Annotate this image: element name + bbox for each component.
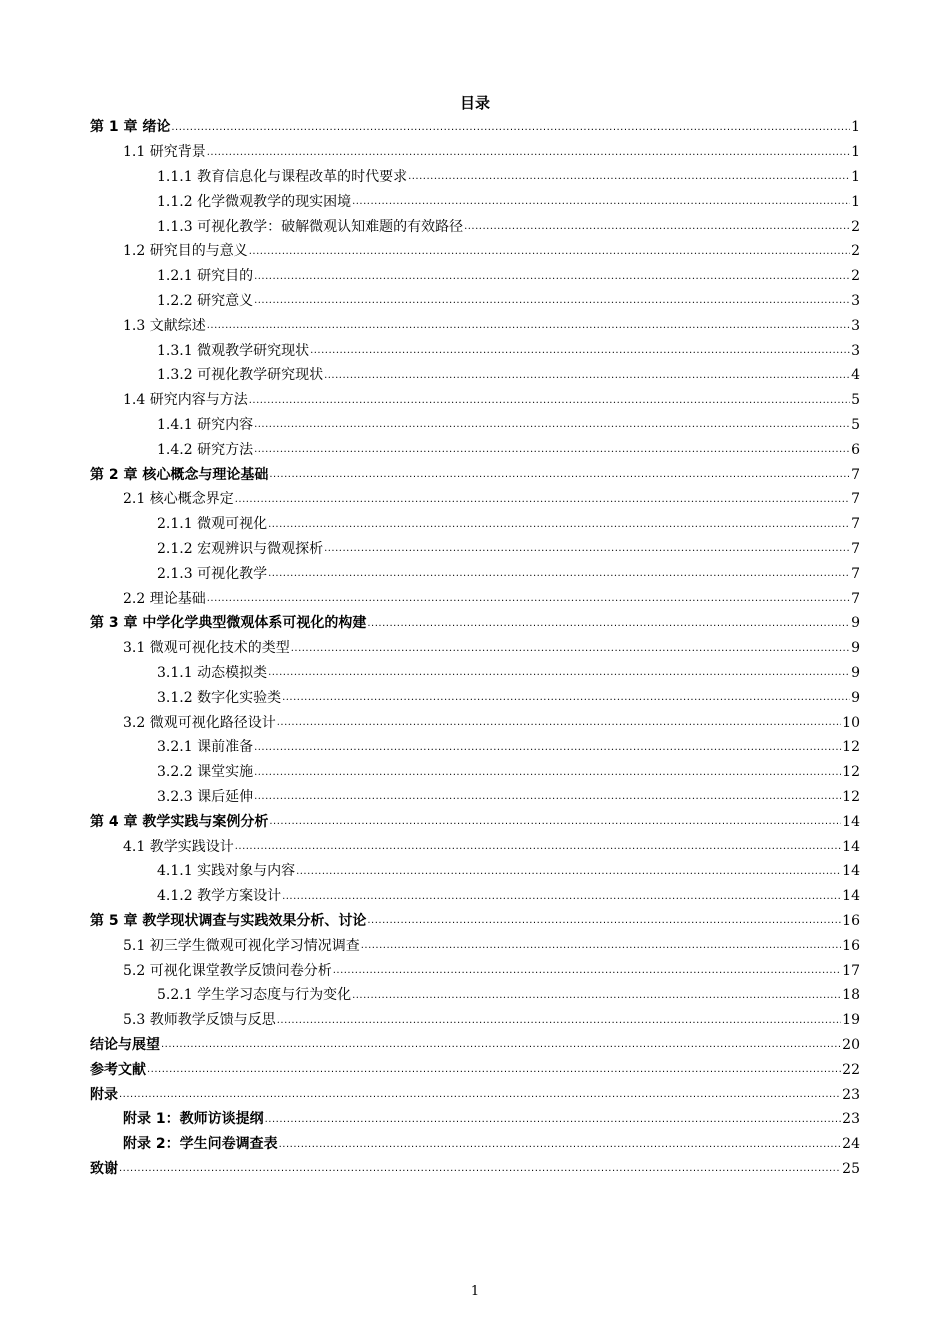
toc-entry[interactable]: [123, 958, 860, 983]
dot-leader: [161, 1040, 841, 1057]
toc-entry[interactable]: [157, 413, 860, 438]
toc-entry[interactable]: [90, 611, 860, 636]
toc-entry-title: 5.2.1 学生学习态度与行为变化: [157, 987, 352, 1004]
toc-entry[interactable]: [157, 289, 860, 314]
dot-leader: [265, 1115, 842, 1132]
toc-entry-title: 3.1 微观可视化技术的类型: [123, 640, 290, 657]
toc-entry[interactable]: [90, 1157, 860, 1182]
toc-entry-page: 16: [842, 912, 860, 929]
dot-leader: [268, 569, 850, 586]
toc-entry-title: 第 4 章 教学实践与案例分析: [90, 813, 269, 830]
toc-entry-page: 20: [842, 1036, 860, 1053]
toc-entry-page: 14: [842, 838, 860, 855]
toc-entry-title: 1.1.3 可视化教学：破解微观认知难题的有效路径: [157, 218, 464, 235]
toc-entry-title: 3.2.2 课堂实施: [157, 764, 254, 781]
dot-leader: [324, 544, 850, 561]
toc-entry-page: 19: [842, 1012, 860, 1029]
toc-entry-page: 3: [851, 342, 860, 359]
toc-entry-title: 1.3.1 微观教学研究现状: [157, 342, 310, 359]
toc-entry[interactable]: [90, 1057, 860, 1082]
toc-entry-title: 1.3 文献综述: [123, 317, 206, 334]
dot-leader: [367, 916, 841, 933]
toc-entry-title: 3.1.1 动态模拟类: [157, 664, 268, 681]
toc-entry-page: 2: [851, 268, 860, 285]
toc-entry-page: 14: [842, 863, 860, 880]
toc-entry-title: 1.4 研究内容与方法: [123, 392, 248, 409]
toc-entry-page: 25: [842, 1160, 860, 1177]
toc-entry-title: 5.1 初三学生微观可视化学习情况调查: [123, 937, 360, 954]
toc-entry-title: 2.1 核心概念界定: [123, 491, 234, 508]
toc-entry[interactable]: [123, 1008, 860, 1033]
dot-leader: [235, 842, 841, 859]
toc-entry[interactable]: [123, 710, 860, 735]
toc-entry-title: 3.2.3 课后延伸: [157, 788, 254, 805]
toc-entry-page: 4: [851, 367, 860, 384]
toc-entry-title: 第 2 章 核心概念与理论基础: [90, 466, 269, 483]
dot-leader: [367, 619, 850, 636]
dot-leader: [352, 991, 841, 1008]
dot-leader: [254, 296, 850, 313]
toc-entry-page: 5: [851, 392, 860, 409]
toc-entry[interactable]: [157, 537, 860, 562]
toc-entry-title: 附录 2：学生问卷调查表: [123, 1136, 278, 1153]
toc-entry[interactable]: [123, 388, 860, 413]
toc-entry-page: 12: [842, 788, 860, 805]
toc-entry[interactable]: [90, 1082, 860, 1107]
dot-leader: [310, 346, 850, 363]
dot-leader: [361, 941, 841, 958]
toc-entry-page: 18: [842, 987, 860, 1004]
toc-entry-title: 4.1 教学实践设计: [123, 838, 234, 855]
toc-entry[interactable]: [90, 115, 860, 140]
toc-entry-title: 结论与展望: [90, 1036, 160, 1053]
toc-entry-title: 附录 1：教师访谈提纲: [123, 1111, 264, 1128]
toc-entry-title: 4.1.1 实践对象与内容: [157, 863, 296, 880]
dot-leader: [268, 520, 850, 537]
toc-entry-title: 第 5 章 教学现状调查与实践效果分析、讨论: [90, 912, 367, 929]
toc-entry-title: 2.1.3 可视化教学: [157, 565, 268, 582]
dot-leader: [207, 148, 850, 165]
dot-leader: [296, 867, 841, 884]
toc-entry-title: 1.4.1 研究内容: [157, 416, 254, 433]
dot-leader: [277, 718, 841, 735]
toc-entry-page: 7: [851, 516, 860, 533]
toc-entry-title: 1.4.2 研究方法: [157, 441, 254, 458]
dot-leader: [279, 1140, 842, 1157]
toc-entry-page: 14: [842, 813, 860, 830]
toc-entry-page: 1: [851, 119, 860, 136]
toc-entry[interactable]: [123, 933, 860, 958]
dot-leader: [249, 396, 850, 413]
toc-entry-page: 17: [842, 962, 860, 979]
toc-entry[interactable]: [157, 363, 860, 388]
dot-leader: [235, 495, 850, 512]
toc-entry-title: 1.2 研究目的与意义: [123, 243, 248, 260]
toc-entry-title: 1.1.2 化学微观教学的现实困境: [157, 193, 352, 210]
toc-entry-page: 22: [842, 1061, 860, 1078]
dot-leader: [119, 1164, 841, 1181]
toc-entry-page: 16: [842, 937, 860, 954]
toc-entry[interactable]: [90, 1033, 860, 1058]
toc-entry-title: 第 3 章 中学化学典型微观体系可视化的构建: [90, 615, 367, 632]
toc-entry-page: 7: [851, 565, 860, 582]
dot-leader: [207, 321, 850, 338]
toc-entry[interactable]: [157, 437, 860, 462]
toc-entry[interactable]: [157, 760, 860, 785]
toc-entry[interactable]: [157, 512, 860, 537]
toc-entry-title: 3.2 微观可视化路径设计: [123, 714, 276, 731]
toc-entry[interactable]: [123, 239, 860, 264]
toc-entry-page: 23: [842, 1111, 860, 1128]
toc-entry[interactable]: [123, 834, 860, 859]
toc-entry-page: 7: [851, 491, 860, 508]
toc-entry-page: 14: [842, 888, 860, 905]
dot-leader: [333, 966, 841, 983]
dot-leader: [324, 371, 850, 388]
toc-entry-title: 第 1 章 绪论: [90, 119, 171, 136]
toc-entry-title: 附录: [90, 1086, 118, 1103]
toc-entry[interactable]: [123, 636, 860, 661]
toc-entry[interactable]: [123, 1107, 860, 1132]
dot-leader: [249, 247, 850, 264]
toc-entry[interactable]: [157, 189, 860, 214]
toc-entry[interactable]: [157, 983, 860, 1008]
toc-entry-title: 1.1.1 教育信息化与课程改革的时代要求: [157, 168, 408, 185]
toc-entry[interactable]: [123, 1132, 860, 1157]
toc-entry-title: 致谢: [90, 1160, 118, 1177]
toc-entry-page: 2: [851, 243, 860, 260]
toc-entry-title: 2.2 理论基础: [123, 590, 206, 607]
dot-leader: [352, 197, 850, 214]
toc-entry-title: 3.1.2 数字化实验类: [157, 689, 282, 706]
toc-entry-page: 10: [842, 714, 860, 731]
dot-leader: [282, 693, 850, 710]
dot-leader: [254, 445, 850, 462]
toc-entry-page: 24: [842, 1136, 860, 1153]
toc-entry-title: 5.2 可视化课堂教学反馈问卷分析: [123, 962, 332, 979]
toc-entry-title: 1.3.2 可视化教学研究现状: [157, 367, 324, 384]
toc-entry-title: 2.1.1 微观可视化: [157, 516, 268, 533]
toc-entry-title: 1.2.1 研究目的: [157, 268, 254, 285]
toc-entry-page: 23: [842, 1086, 860, 1103]
dot-leader: [268, 668, 850, 685]
toc-entry-page: 1: [851, 144, 860, 161]
toc-entry[interactable]: [123, 487, 860, 512]
toc-entry[interactable]: [157, 785, 860, 810]
dot-leader: [119, 1090, 841, 1107]
page-number: 1: [470, 1284, 480, 1299]
toc-entry[interactable]: [157, 338, 860, 363]
toc-entry-title: 5.3 教师教学反馈与反思: [123, 1012, 276, 1029]
toc-entry-page: 12: [842, 764, 860, 781]
toc-entry-page: 3: [851, 317, 860, 334]
toc-entry[interactable]: [123, 313, 860, 338]
dot-leader: [408, 172, 850, 189]
toc-entry-page: 1: [851, 168, 860, 185]
toc-entry[interactable]: [157, 884, 860, 909]
toc-entry[interactable]: [157, 165, 860, 190]
toc-entry[interactable]: [157, 661, 860, 686]
dot-leader: [254, 792, 841, 809]
toc-entry[interactable]: [123, 586, 860, 611]
dot-leader: [254, 420, 850, 437]
dot-leader: [254, 768, 841, 785]
toc-entry[interactable]: [90, 462, 860, 487]
dot-leader: [282, 892, 841, 909]
toc-entry-title: 4.1.2 教学方案设计: [157, 888, 282, 905]
toc-entry-page: 9: [851, 664, 860, 681]
dot-leader: [277, 1016, 841, 1033]
toc-entry-page: 7: [851, 466, 860, 483]
toc-entry-title: 3.2.1 课前准备: [157, 739, 254, 756]
toc-entry-page: 5: [851, 416, 860, 433]
toc-entry[interactable]: [157, 735, 860, 760]
toc-entry-title: 参考文献: [90, 1061, 146, 1078]
toc-entry-title: 2.1.2 宏观辨识与微观探析: [157, 540, 324, 557]
toc-entry-page: 9: [851, 615, 860, 632]
toc-entry-title: 1.1 研究背景: [123, 144, 206, 161]
dot-leader: [147, 1065, 841, 1082]
toc-entry-page: 7: [851, 590, 860, 607]
toc-entry[interactable]: [90, 809, 860, 834]
toc-title: 目录: [459, 94, 490, 112]
dot-leader: [291, 644, 850, 661]
toc-entry-page: 3: [851, 292, 860, 309]
toc-entry[interactable]: [90, 909, 860, 934]
toc-entry-title: 1.2.2 研究意义: [157, 292, 254, 309]
toc-entry[interactable]: [157, 214, 860, 239]
toc-entry-page: 12: [842, 739, 860, 756]
toc-entry[interactable]: [123, 140, 860, 165]
toc-entry[interactable]: [157, 859, 860, 884]
toc-entry-page: 9: [851, 689, 860, 706]
toc-entry-page: 6: [851, 441, 860, 458]
toc-entry-page: 2: [851, 218, 860, 235]
dot-leader: [269, 470, 850, 487]
dot-leader: [269, 817, 841, 834]
toc-entry-page: 9: [851, 640, 860, 657]
toc-entry-page: 7: [851, 540, 860, 557]
toc-entry[interactable]: [157, 264, 860, 289]
toc-entry[interactable]: [157, 561, 860, 586]
dot-leader: [171, 123, 850, 140]
dot-leader: [254, 743, 841, 760]
dot-leader: [464, 222, 850, 239]
dot-leader: [254, 272, 850, 289]
toc-entry[interactable]: [157, 685, 860, 710]
toc-entry-page: 1: [851, 193, 860, 210]
dot-leader: [207, 594, 850, 611]
